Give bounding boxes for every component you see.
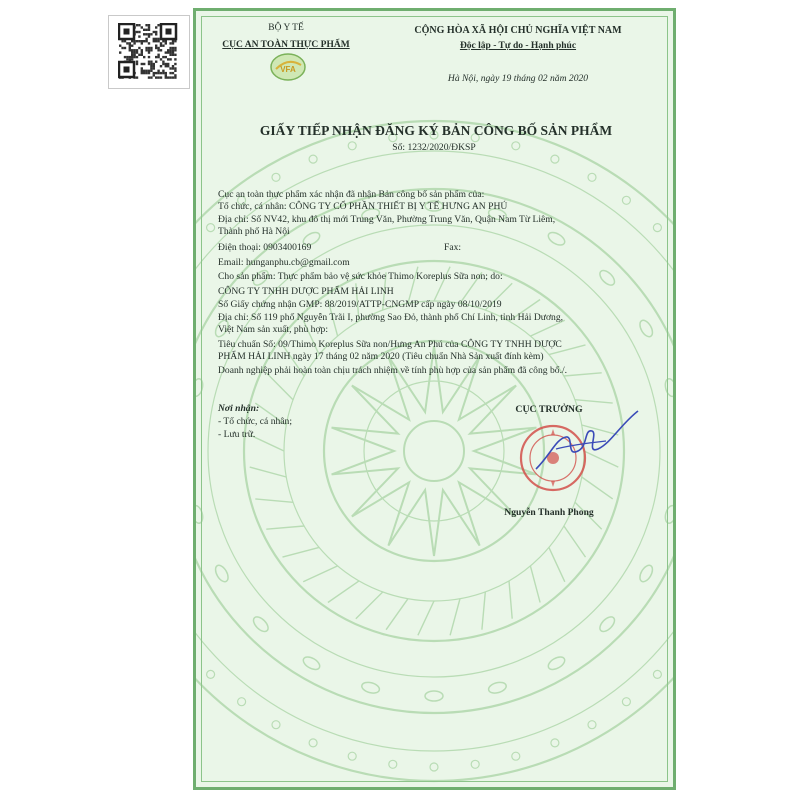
address-line-2: Địa chỉ: Số 119 phố Nguyễn Trãi I, phường Sao Đỏ, thành phố Chí Linh, tỉnh Hải Dương, — [218, 312, 564, 323]
vfa-logo-icon — [268, 51, 308, 83]
recipient-item: - Tổ chức, cá nhân; — [218, 416, 293, 427]
place-date: Hà Nội, ngày 19 tháng 02 năm 2020 — [447, 73, 589, 84]
phone-line: Điện thoại: 0903400169 — [218, 242, 312, 253]
intro-text: Cục an toàn thực phẩm xác nhận đã nhận Bản công bố sản phẩm của: — [218, 189, 485, 200]
organization-line: Tổ chức, cá nhân: CÔNG TY CỔ PHẦN THIẾT BỊ Y TẾ HƯNG AN PHÚ — [218, 201, 508, 212]
fax-line: Fax: — [444, 242, 462, 253]
country-name: CỘNG HÒA XÃ HỘI CHỦ NGHĨA VIỆT NAM — [414, 25, 622, 36]
product-line: Cho sản phẩm: Thực phẩm bảo vệ sức khỏe Thimo Koreplus Sữa non; do: — [218, 271, 503, 282]
gmp-line: Số Giấy chứng nhận GMP: 88/2019/ATTP-CNGMP cấp ngày 08/10/2019 — [218, 299, 502, 310]
document-number: Số: 1232/2020/ĐKSP — [392, 142, 476, 153]
address-line-1: Địa chỉ: Số NV42, khu đô thị mới Trung Văn, Phường Trung Văn, Quận Nam Từ Liêm, — [218, 214, 556, 225]
agency-name: CỤC AN TOÀN THỰC PHẨM — [222, 40, 350, 50]
standard-line-2: PHẨM HẢI LINH ngày 17 tháng 02 năm 2020 (Tiêu chuẩn Nhà Sản xuất đính kèm) — [218, 351, 544, 362]
address-line-2b: Việt Nam sản xuất, phù hợp: — [218, 324, 329, 335]
signature-icon — [526, 399, 646, 479]
motto: Độc lập - Tự do - Hạnh phúc — [459, 41, 577, 51]
standard-line-1: Tiêu chuẩn Số: 09/Thimo Koreplus Sữa non/Hưng An Phú của CÔNG TY TNHH DƯỢC — [218, 339, 562, 350]
certificate — [193, 8, 676, 790]
signer-name: Nguyễn Thanh Phong — [504, 507, 594, 518]
recipient-item: - Lưu trữ. — [218, 429, 256, 440]
responsibility-line: Doanh nghiệp phải hoàn toàn chịu trách nhiệm về tính phù hợp của sản phẩm đã công bố./. — [218, 365, 568, 376]
address-line-1b: Thành phố Hà Nội — [218, 226, 290, 237]
ministry-name: BỘ Y TẾ — [268, 23, 304, 33]
qr-code-icon — [118, 23, 180, 81]
document-title: GIẤY TIẾP NHẬN ĐĂNG KÝ BẢN CÔNG BỐ SẢN PHẨM — [259, 123, 613, 138]
signer-position: CỤC TRƯỞNG — [515, 404, 583, 415]
logo-text: VFA — [280, 65, 296, 74]
qr-code — [108, 15, 190, 89]
email-line: Email: hunganphu.cb@gmail.com — [218, 257, 350, 268]
manufacturer-line: CÔNG TY TNHH DƯỢC PHẨM HẢI LINH — [218, 286, 394, 297]
recipients-label: Nơi nhận: — [218, 403, 260, 414]
